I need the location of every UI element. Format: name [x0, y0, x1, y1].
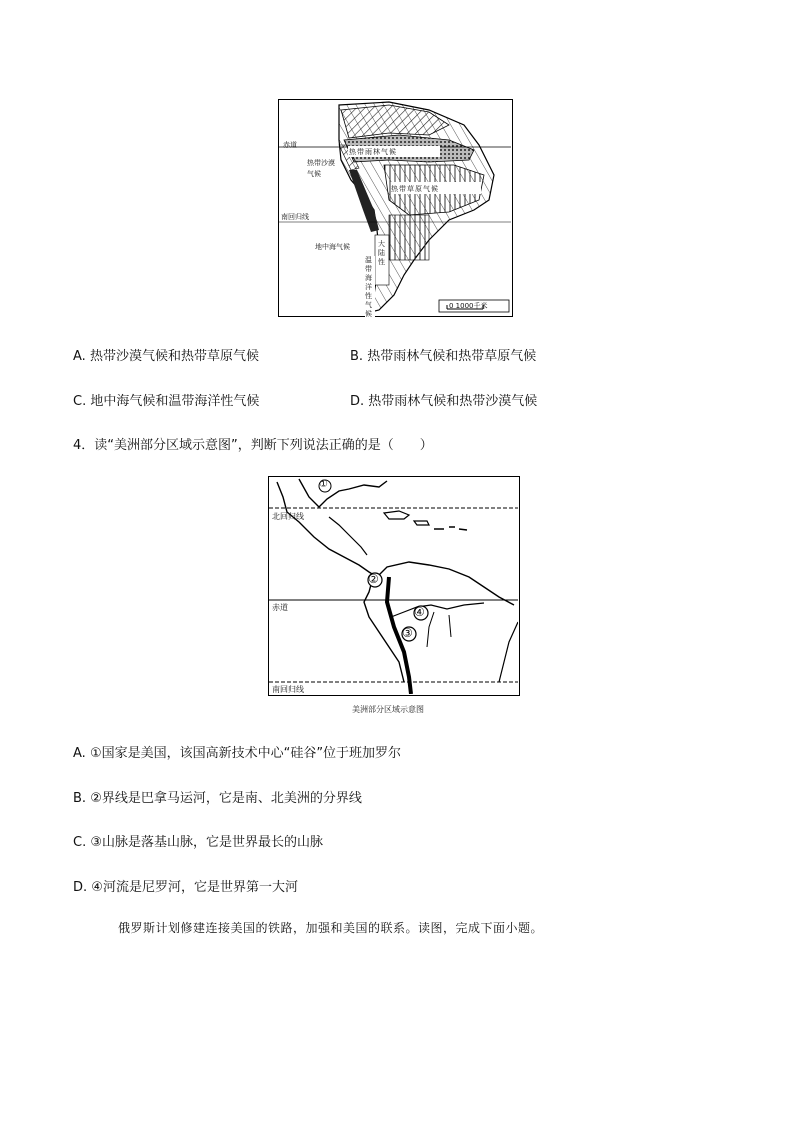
rainforest-label: 热带雨林气候: [349, 148, 397, 156]
q3-option-d[interactable]: [350, 390, 537, 409]
desert-label: 热带沙漠气候: [307, 159, 335, 178]
option-text: 热带雨林气候和热带沙漠气候: [368, 394, 538, 409]
north-region: [341, 105, 449, 138]
tropic-north-label: 北回归线: [272, 512, 304, 521]
option-letter: D.: [73, 880, 88, 895]
option-letter: D.: [350, 394, 365, 409]
option-text: 地中海气候和温带海洋性气候: [90, 394, 260, 409]
q4-option-c[interactable]: [73, 831, 323, 850]
option-letter: B.: [73, 791, 87, 806]
option-letter: B.: [350, 349, 364, 364]
q3-option-c[interactable]: [73, 390, 259, 409]
option-text: ④河流是尼罗河，它是世界第一大河: [91, 880, 298, 895]
q3-option-a[interactable]: [73, 345, 259, 364]
continental-label: 大陆性: [378, 240, 385, 266]
option-text: ②界线是巴拿马运河，它是南、北美洲的分界线: [90, 791, 362, 806]
option-letter: C.: [73, 394, 87, 409]
scale-label: 0 1000千米: [449, 302, 488, 310]
savanna-label: 热带草原气候: [391, 185, 439, 193]
option-text: 热带雨林气候和热带草原气候: [367, 349, 537, 364]
q4-stem: 4．读“美洲部分区域示意图”，判断下列说法正确的是（ ）: [73, 438, 433, 453]
q4-option-d[interactable]: [73, 876, 298, 895]
mediterranean-label: 地中海气候: [315, 243, 350, 251]
option-letter: C.: [73, 835, 87, 850]
americas-map-caption: 美洲部分区域示意图: [352, 705, 424, 714]
climate-map-figure: [278, 99, 513, 317]
americas-map-svg: [269, 477, 518, 694]
marker-1: ①: [319, 479, 328, 490]
marker-3: ③: [402, 626, 413, 640]
tropic-south-label: 南回归线: [281, 213, 309, 221]
south-america-coast: [377, 562, 514, 605]
option-letter: A.: [73, 746, 86, 761]
equator-label: 赤道: [283, 141, 297, 149]
q3-option-b[interactable]: [350, 345, 536, 364]
amazon-river: [391, 603, 484, 617]
temperate-marine-label: 温带海洋性气候: [365, 256, 375, 319]
tropic-south-label-2: 南回归线: [272, 685, 304, 694]
next-question-intro: 俄罗斯计划修建连接美国的铁路，加强和美国的联系。读图，完成下面小题。: [118, 921, 544, 935]
q4-option-a[interactable]: [73, 742, 401, 761]
option-text: ③山脉是落基山脉，它是世界最长的山脉: [90, 835, 324, 850]
option-text: 热带沙漠气候和热带草原气候: [89, 349, 259, 364]
marker-2: ②: [368, 572, 379, 586]
americas-map-figure: [268, 476, 520, 696]
climate-map-svg: [279, 100, 511, 315]
option-letter: A.: [73, 349, 86, 364]
equator-label-2: 赤道: [272, 603, 288, 612]
q4-option-b[interactable]: [73, 787, 362, 806]
north-america-coast: [277, 482, 377, 577]
marker-4: ④: [414, 605, 425, 619]
option-text: ①国家是美国，该国高新技术中心“硅谷”位于班加罗尔: [89, 746, 402, 761]
